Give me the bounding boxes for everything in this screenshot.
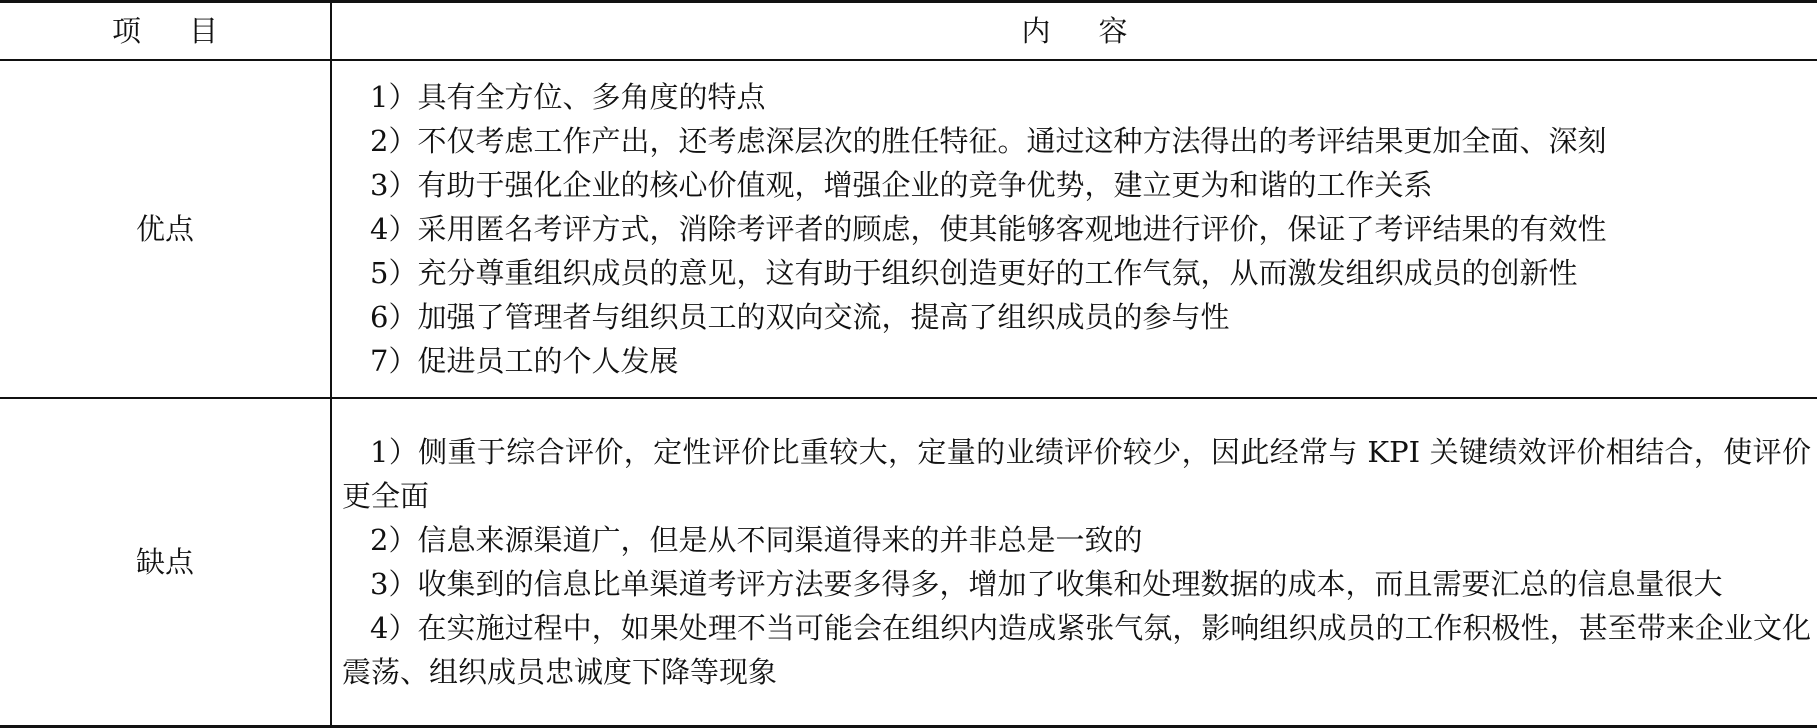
- advantage-point: 6）加强了管理者与组织员工的双向交流，提高了组织成员的参与性: [370, 300, 1230, 334]
- row-content-cell: [331, 60, 1817, 398]
- disadvantage-point: 3）收集到的信息比单渠道考评方法要多得多，增加了收集和处理数据的成本，而且需要汇总的信息量很大: [370, 567, 1723, 601]
- row-label-cell: [0, 60, 331, 398]
- table-header-row: [0, 2, 1817, 61]
- header-item-label: 项目: [111, 14, 266, 48]
- advantage-point: 7）促进员工的个人发展: [370, 344, 679, 378]
- header-cell-item: [0, 2, 331, 61]
- disadvantage-point: 1）侧重于综合评价，定性评价比重较大，定量的业绩评价较少，因此经常与 KPI 关键绩效评价相结合，使评价更全面: [342, 435, 1811, 513]
- row-content-cell: [331, 398, 1817, 727]
- row-label-disadvantages: 缺点: [135, 545, 194, 579]
- header-cell-content: [331, 2, 1817, 61]
- row-label-advantages: 优点: [135, 212, 194, 246]
- advantage-point: 3）有助于强化企业的核心价值观，增强企业的竞争优势，建立更为和谐的工作关系: [370, 168, 1433, 202]
- advantage-point: 1）具有全方位、多角度的特点: [370, 80, 766, 114]
- header-content-label: 内容: [1021, 14, 1176, 48]
- disadvantage-point: 4）在实施过程中，如果处理不当可能会在组织内造成紧张气氛，影响组织成员的工作积极性，甚至带来企业文化震荡、组织成员忠诚度下降等现象: [342, 611, 1811, 689]
- advantage-point: 2）不仅考虑工作产出，还考虑深层次的胜任特征。通过这种方法得出的考评结果更加全面、深刻: [370, 124, 1607, 158]
- advantage-point: 5）充分尊重组织成员的意见，这有助于组织创造更好的工作气氛，从而激发组织成员的创新性: [370, 256, 1578, 290]
- row-label-cell: [0, 398, 331, 727]
- table-row-advantages: [0, 60, 1817, 398]
- advantage-point: 4）采用匿名考评方式，消除考评者的顾虑，使其能够客观地进行评价，保证了考评结果的有效性: [370, 212, 1607, 246]
- table-row-disadvantages: [0, 398, 1817, 727]
- disadvantage-point: 2）信息来源渠道广，但是从不同渠道得来的并非总是一致的: [370, 523, 1143, 557]
